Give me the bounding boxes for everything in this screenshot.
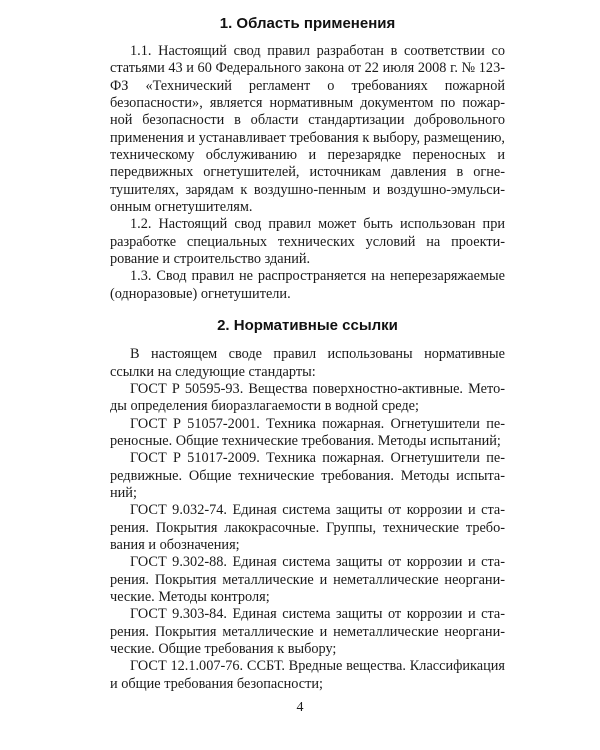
page-content [110,12,505,693]
paragraph-1-2: 1.2. Настоящий свод правил может быть использован при разработке специальных технических условий на проектирование и строительство зданий. [110,216,505,268]
reference-item: ГОСТ Р 51017-2009. Техника пожарная. Огнетушители передвижные. Общие технические требования. Методы испытаний; [110,450,505,501]
reference-item: ГОСТ 12.1.007-76. ССБТ. Вредные вещества. Классификация и общие требования безопасности; [110,658,505,692]
reference-item: ГОСТ Р 50595-93. Вещества поверхностно-активные. Методы определения биоразлагаемости в водной среде; [110,380,505,415]
section-1-heading: 1. Область применения [219,15,396,32]
paragraph-1-3: 1.3. Свод правил не распространяется на неперезаряжаемые (одноразовые) огнетушители. [110,268,505,302]
reference-item: ГОСТ Р 51057-2001. Техника пожарная. Огнетушители переносные. Общие технические требования. Методы испытаний; [110,415,505,449]
reference-item: ГОСТ 9.303-84. Единая система защиты от коррозии и старения. Покрытия металлические и неметаллические неорганические. Общие требования к выбору; [110,606,505,657]
reference-item: ГОСТ 9.302-88. Единая система защиты от коррозии и старения. Покрытия металлические и неметаллические неорганические. Методы контроля; [110,554,505,605]
page-number: 4 [296,700,304,715]
reference-item: ГОСТ 9.032-74. Единая система защиты от коррозии и старения. Покрытия лакокрасочные. Группы, технические требования и обозначения; [110,502,505,553]
references-intro: В настоящем своде правил использованы нормативные ссылки на следующие стандарты: [110,346,505,380]
paragraph-1-1: 1.1. Настоящий свод правил разработан в соответствии со статьями 43 и 60 Федерального закона от 22 июля 2008 г. № 123-ФЗ «Технический регламент о требованиях пожарной безопасности», является нормативным документом по пожарной безопасности в области стандартизации добровольного применения и устанавливает требования к выбору, размещению, техническому обслуживанию и перезарядке переносных и передвижных огнетушителей, источникам давления в огнетушителях, зарядам к воздушно-пенным и воздушно-эмульсионным огнетушителям. [110,43,505,216]
section-2-heading: 2. Нормативные ссылки [217,317,398,335]
